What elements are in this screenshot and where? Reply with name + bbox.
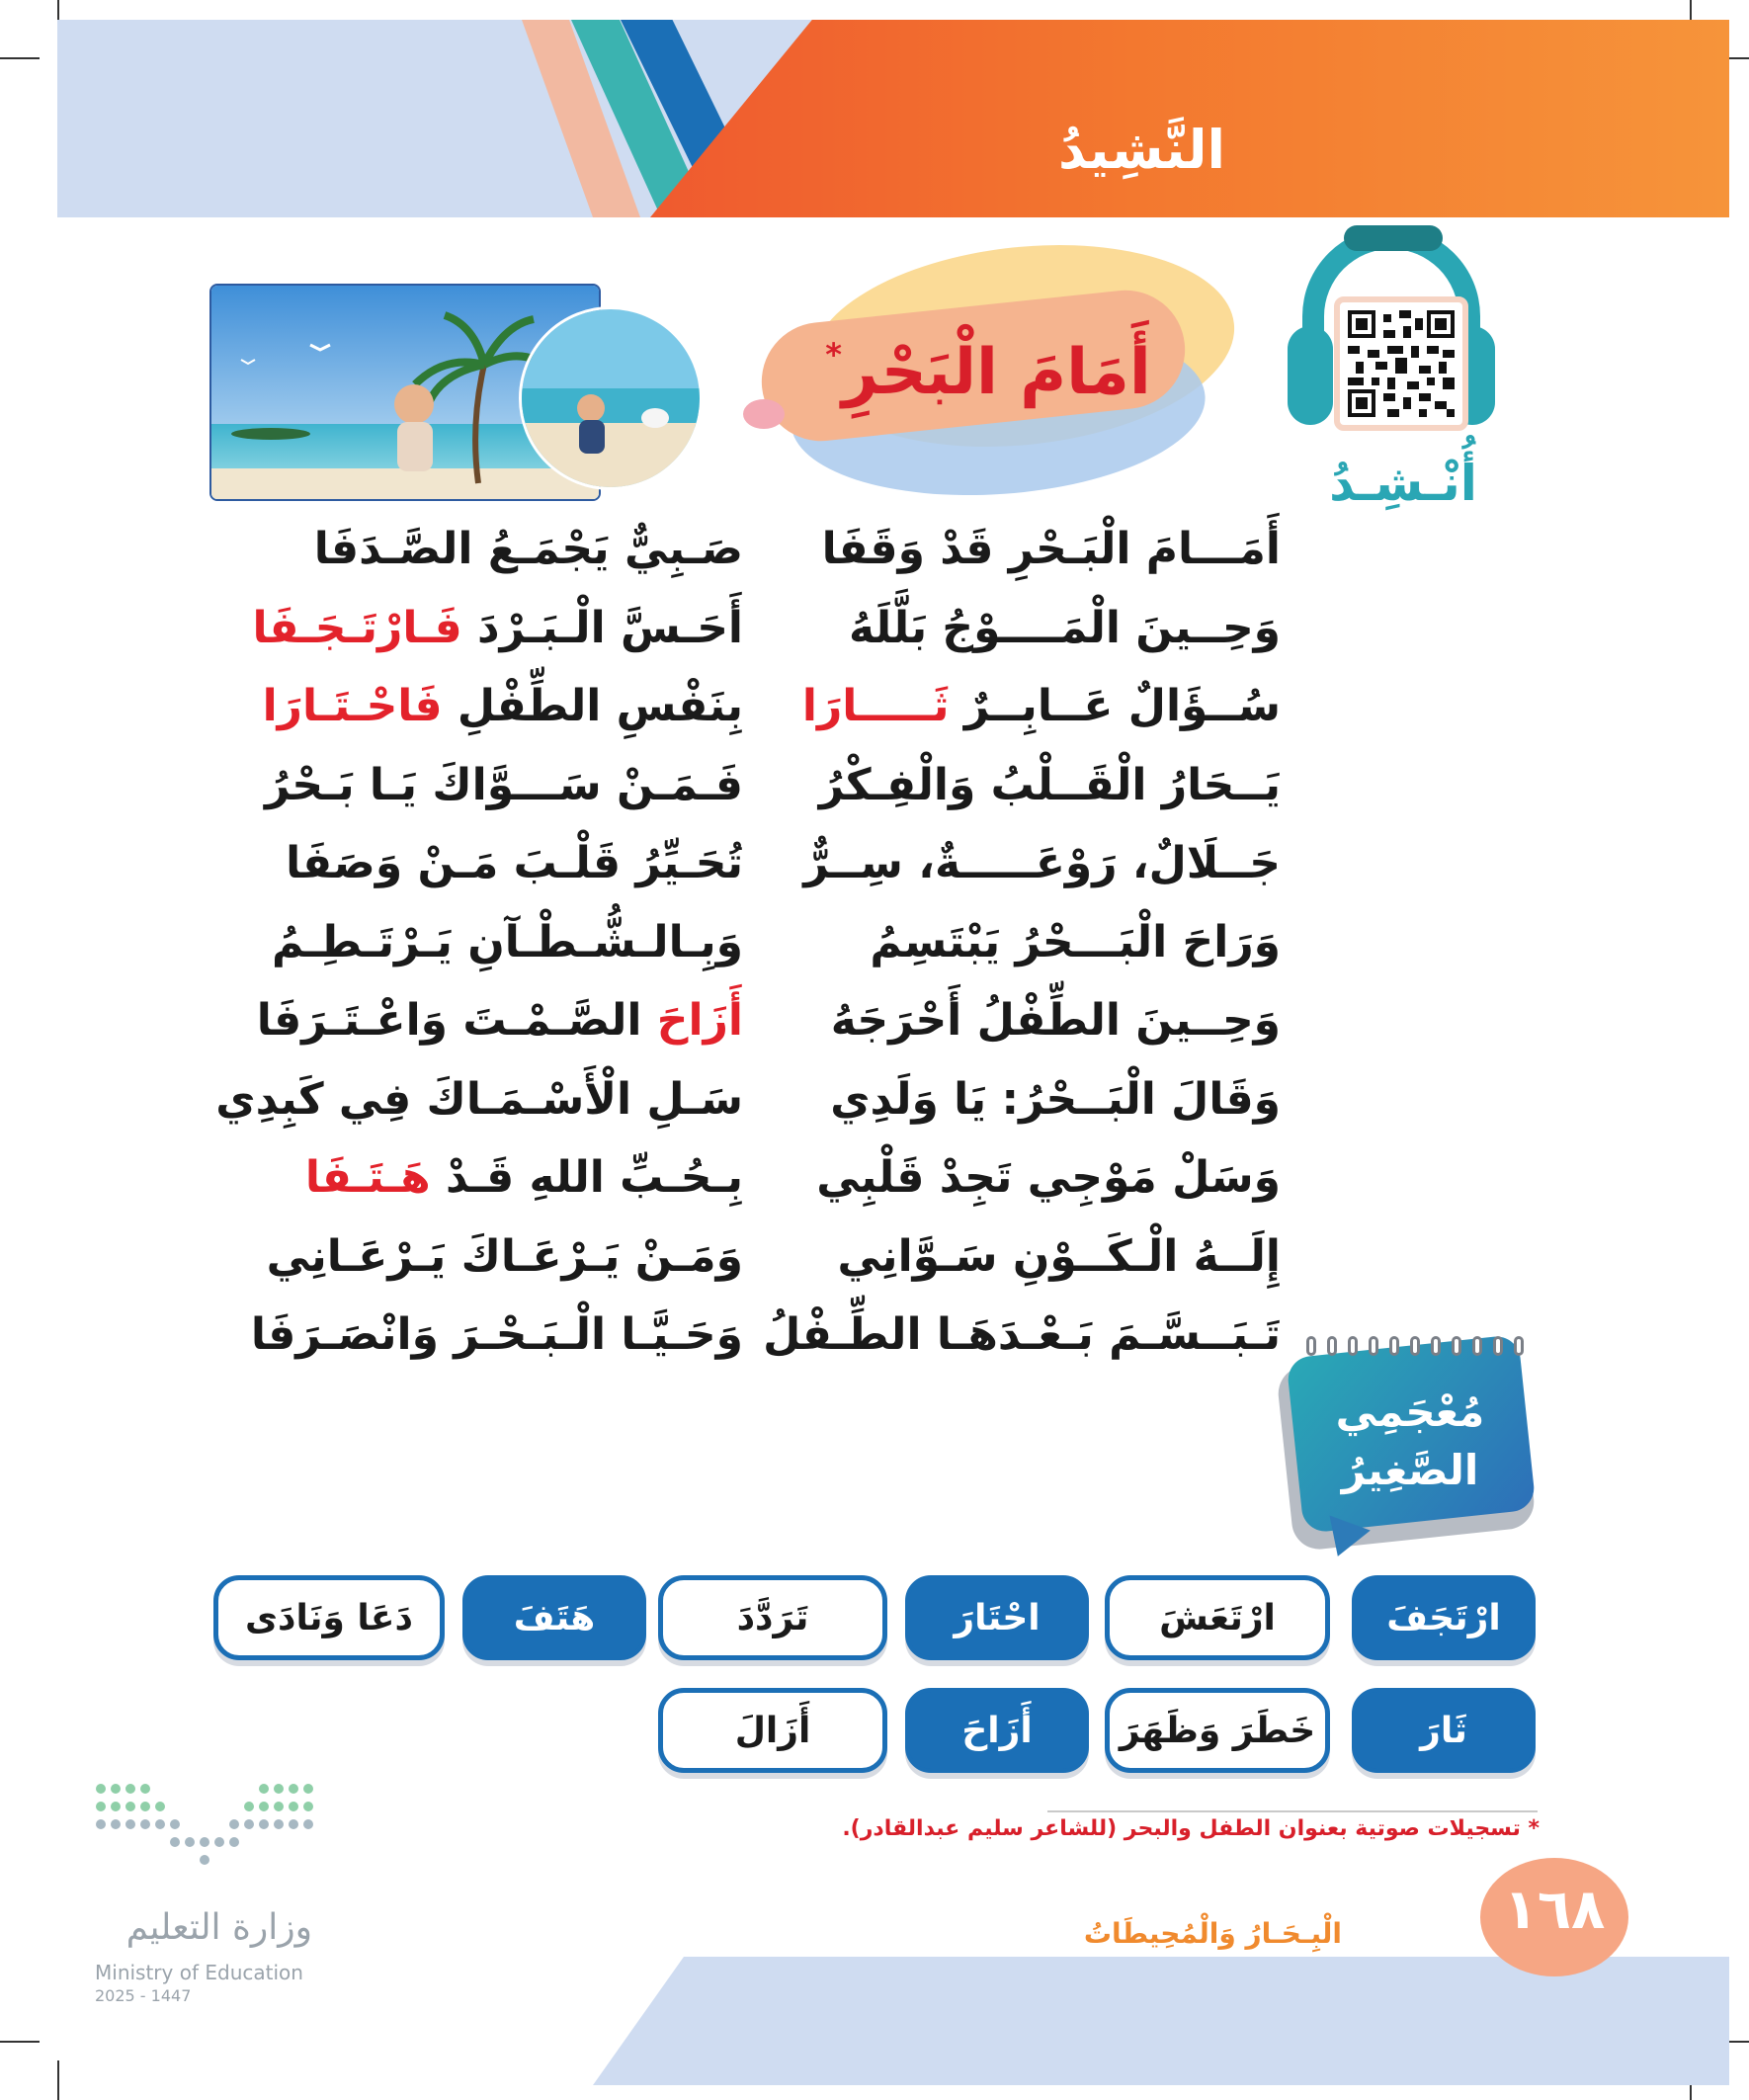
word-pill: أَزَاحَ xyxy=(905,1688,1089,1773)
poem-verse: أَمَـــامَ الْبَـحْرِ قَدْ وَقَفَا xyxy=(821,524,1281,574)
word-pill: احْتَارَ xyxy=(905,1575,1089,1660)
poem-verse: وَرَاحَ الْبَـــحْرُ يَبْتَسِمُ xyxy=(870,916,1281,967)
poem-verse: أَزَاحَ الصَّـمْـتَ وَاعْـتَـرَفَا xyxy=(256,995,743,1046)
page-number: ١٦٨ xyxy=(1503,1878,1606,1942)
ministry-year: 2025 - 1447 xyxy=(95,1986,192,2005)
word-pill: تَرَدَّدَ xyxy=(658,1575,887,1660)
poem-verse: وَبِـالـشُّـطْـآنِ يَـرْتَـطِـمُ xyxy=(272,916,743,967)
word-pill: أَزَالَ xyxy=(658,1688,887,1773)
poem-verse: فَـمَـنْ سَـــوَّاكَ يَـا بَـحْرُ xyxy=(264,759,743,810)
header-band xyxy=(57,20,1729,217)
qr-code-icon[interactable] xyxy=(1334,296,1468,431)
poem-verse: وَحِــينَ الْمَــــوْجُ بَلَّلَهُ xyxy=(848,602,1281,653)
word-pill: خَطَرَ وَظَهَرَ xyxy=(1105,1688,1330,1773)
poem-verse: صَـبِيٌّ يَجْمَـعُ الصَّـدَفَا xyxy=(313,524,743,574)
poem-verse: أَحَـسَّ الْـبَـرْدَ فَـارْتَـجَـفَا xyxy=(252,602,743,653)
listen-label: أُنْـشِـدُ xyxy=(1329,455,1477,512)
word-pill: ثَارَ xyxy=(1352,1688,1536,1773)
word-pill: ارْتَعَشَ xyxy=(1105,1575,1330,1660)
poem-verse: وَحِــينَ الطِّفْلُ أَحْرَجَهُ xyxy=(830,995,1281,1046)
notebook-rings-icon xyxy=(1306,1336,1524,1356)
poem-verse: وَمَـنْ يَـرْعَـاكَ يَـرْعَـانِي xyxy=(266,1230,743,1282)
ministry-logo-icon xyxy=(91,1769,318,1878)
poem-verse: تُحَـيِّرُ قَلْـبَ مَـنْ وَصَفَا xyxy=(286,838,743,888)
poem-verse: وَسَلْ مَوْجِي تَجِدْ قَلْبِي xyxy=(816,1152,1281,1203)
poem-verse: بِـحُـبِّ اللهِ قَـدْ هَـتَـفَا xyxy=(304,1152,743,1203)
poem-verse: يَــحَارُ الْقَــلْبُ وَالْفِـكْرُ xyxy=(818,759,1281,810)
ministry-name-ar: وزارة التعليم xyxy=(125,1907,312,1948)
poem-verse: إِلَــهُ الْـكَــوْنِ سَـوَّانِي xyxy=(837,1230,1281,1282)
section-title: النَّشِيدُ xyxy=(1057,119,1225,181)
poem-verse: وَحَـيَّـا الْـبَـحْـرَ وَانْصَـرَفَا xyxy=(250,1309,743,1360)
poem-verse: تَـبَــسَّـمَ بَـعْـدَهَـا الطِّـفْلُ xyxy=(763,1309,1281,1360)
poem-verse: جَــلَالٌ، رَوْعَـــــةٌ، سِــرٌّ xyxy=(803,838,1281,888)
poem-verse: سَـلِ الْأَسْـمَـاكَ فِي كَبِدِي xyxy=(215,1073,743,1125)
poem-verse: وَقَالَ الْبَــحْرُ: يَا وَلَدِي xyxy=(830,1073,1281,1125)
poem-title: أَمَامَ الْبَحْرِ* xyxy=(825,336,1151,409)
unit-name: الْبِـحَـارُ وَالْمُحِيطَاتُ xyxy=(1083,1917,1342,1950)
word-pill: ارْتَجَفَ xyxy=(1352,1575,1536,1660)
word-pill: هَتَفَ xyxy=(462,1575,646,1660)
poem-verse: سُــؤَالٌ عَــابِــرٌ ثَـــــارَا xyxy=(801,681,1281,731)
ministry-name-en: Ministry of Education xyxy=(95,1961,303,1984)
footnote: * تسجيلات صوتية بعنوان الطفل والبحر (للشاعر سليم عبدالقادر). xyxy=(842,1816,1540,1841)
dictionary-title: مُعْجَمِي الصَّغِيرُ xyxy=(1335,1387,1485,1494)
word-pill: دَعَا وَنَادَى xyxy=(213,1575,445,1660)
poem-verse: بِنَفْسِ الطِّفْلِ فَاحْـتَـارَا xyxy=(262,681,743,731)
boy-photo xyxy=(519,306,703,490)
